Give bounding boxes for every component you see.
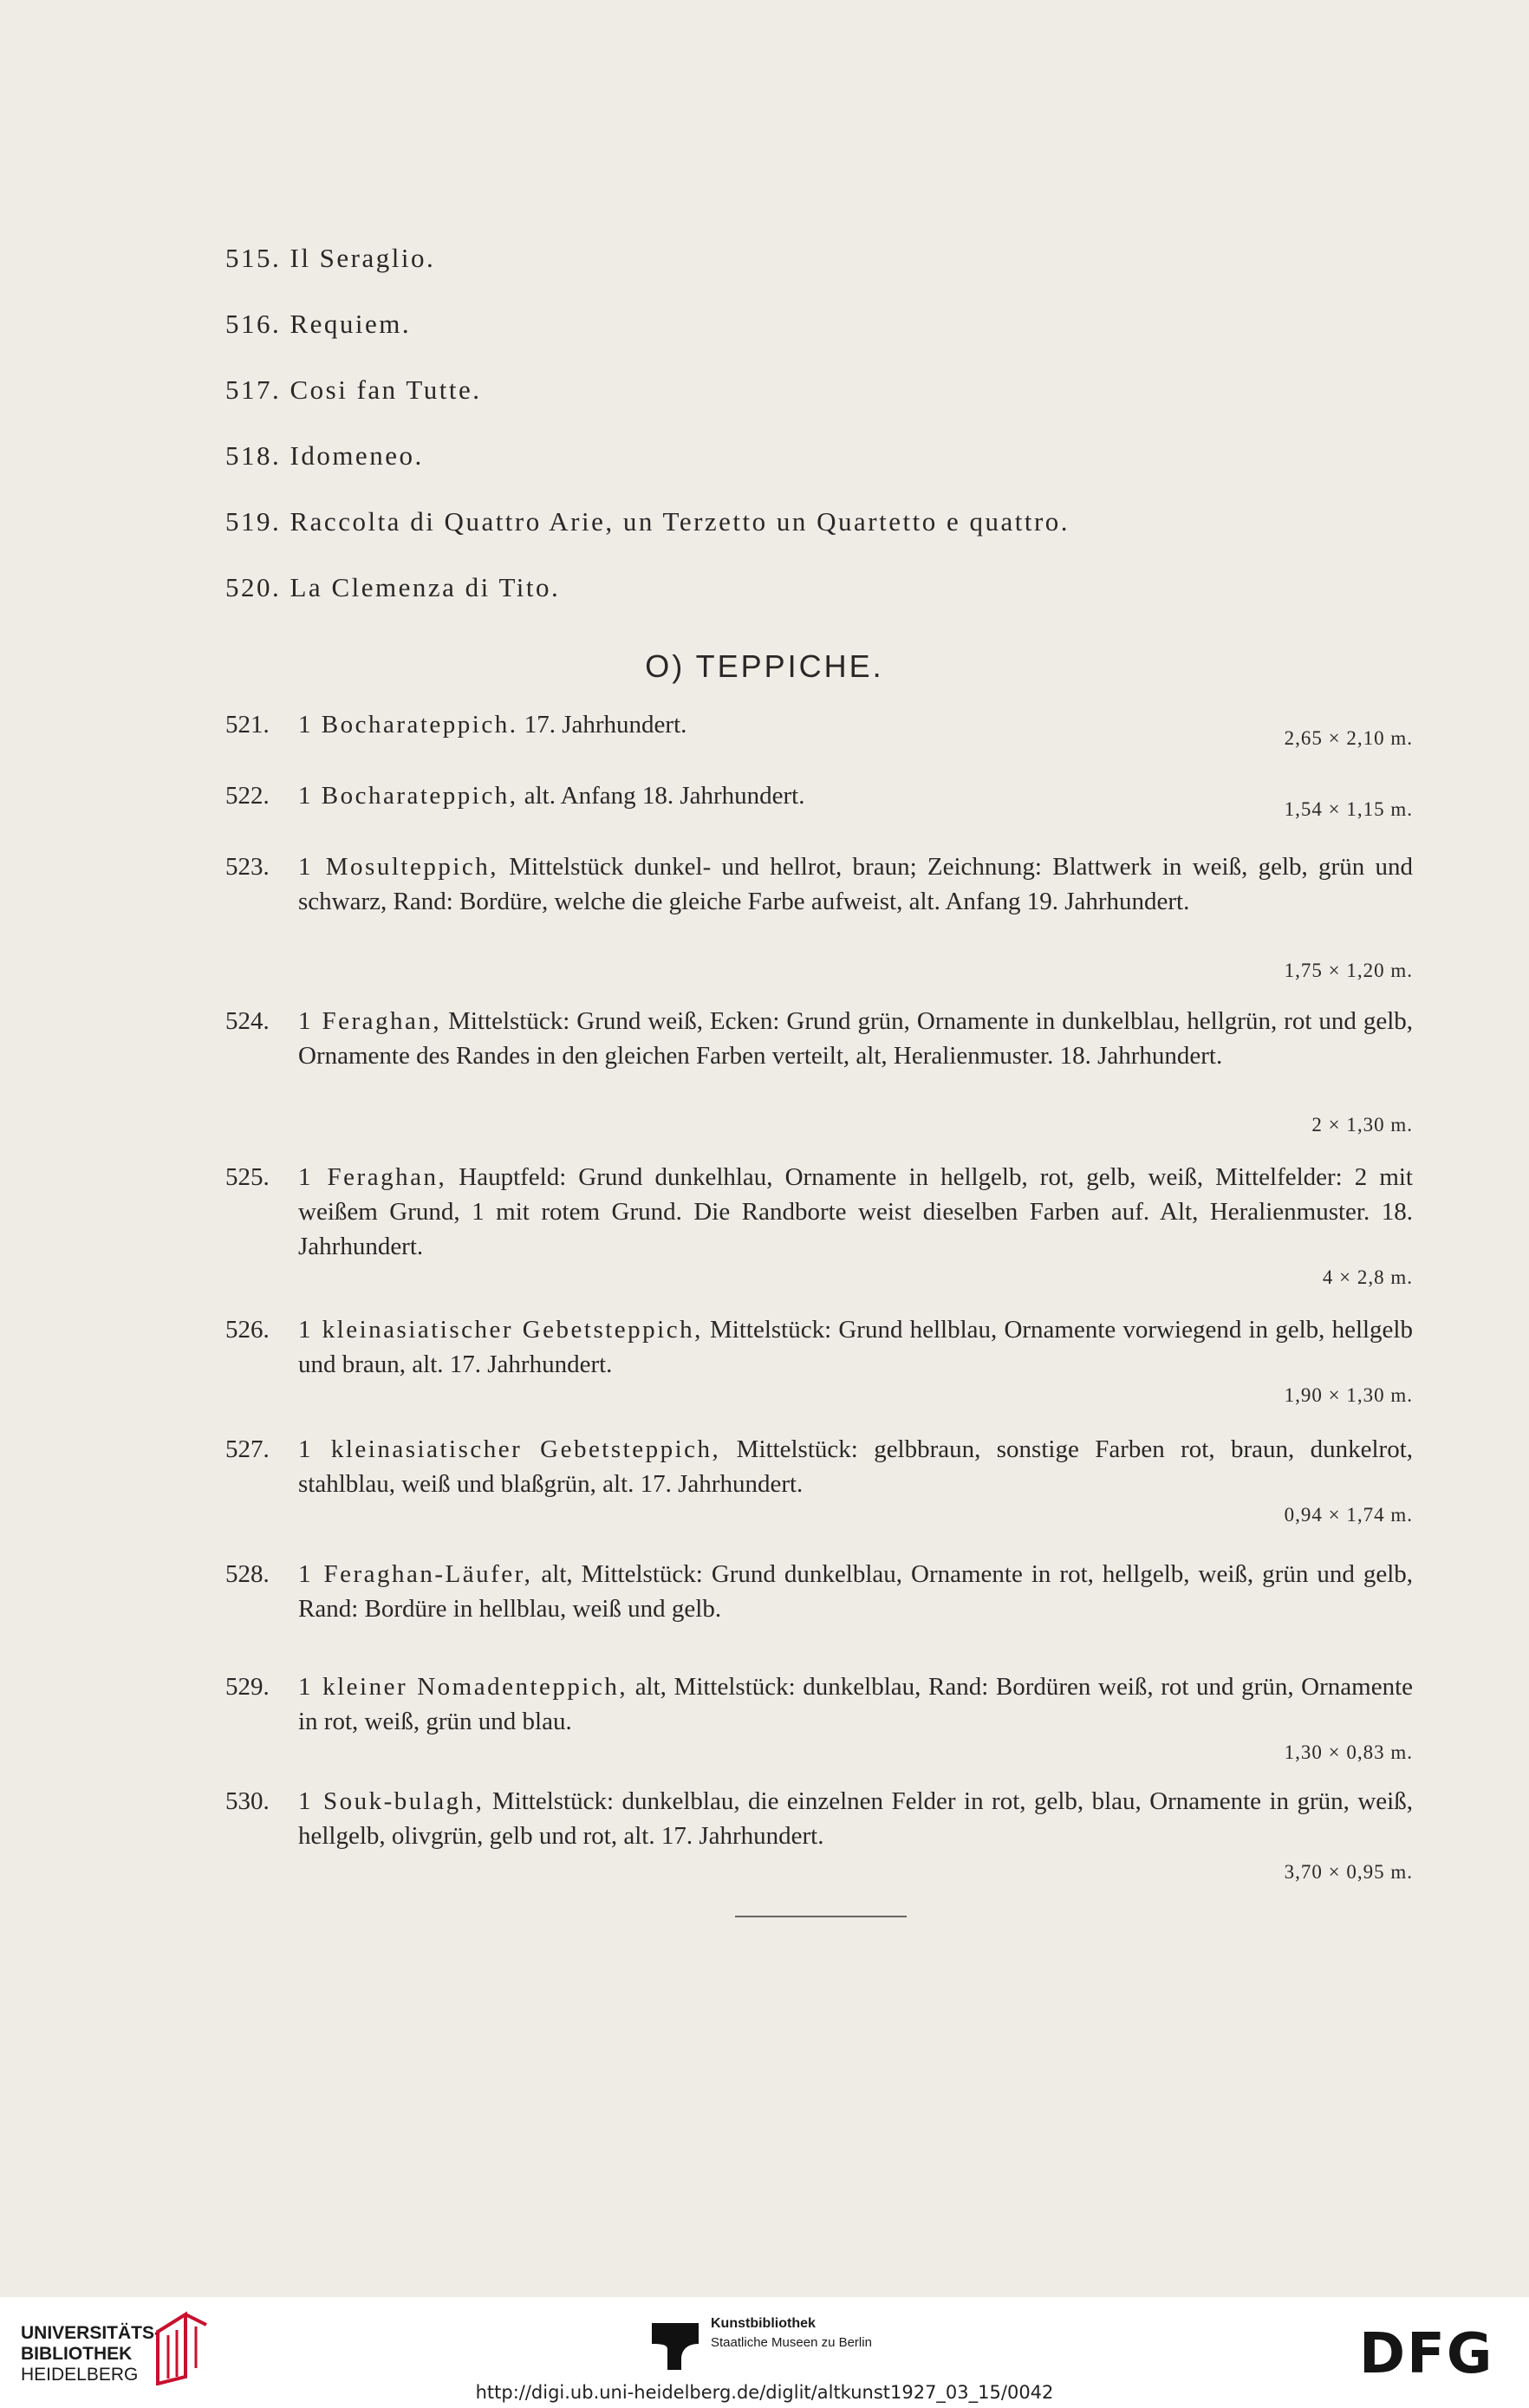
entry-text: alt. Anfang 18. Jahrhundert.: [524, 782, 805, 810]
entry-text: Hauptfeld: Grund dunkelhlau, Ornamente in hellgelb, rot, gelb, weiß, Mittelfelder: 2 mit weißem Grund, 1 mit rotem Grund. Die Randborte weist dieselben Farben auf. Alt, Heralienmuster. 18. Jahrhundert.: [298, 1163, 1413, 1260]
catalog-entry-523: [225, 849, 1413, 981]
entry-title: Requiem.: [290, 309, 412, 339]
entry-text: Mittelstück: dunkelblau, die einzelnen Felder in rot, gelb, blau, Ornamente in grün, weiß, hellgelb, olivgrün, gelb und rot, alt. 17. Jahrhundert.: [298, 1787, 1413, 1850]
entry-dimensions: 1,30 × 0,83 m.: [1284, 1741, 1413, 1763]
entry-lead: 1 kleinasiatischer Gebetsteppich,: [298, 1435, 721, 1463]
entry-lead: 1 Feraghan-Läufer,: [298, 1560, 533, 1588]
permalink-url[interactable]: http://digi.ub.uni-heidelberg.de/diglit/altkunst1927_03_15/0042: [475, 2382, 1054, 2403]
entry-dimensions: 3,70 × 0,95 m.: [1284, 1861, 1413, 1883]
entry-dimensions: 1,90 × 1,30 m.: [1284, 1384, 1413, 1406]
entry-number: 526.: [225, 1316, 270, 1344]
catalog-entry-526: [225, 1312, 1413, 1406]
entry-number: 520.: [225, 572, 282, 602]
entry-number: 518.: [225, 440, 282, 471]
entry-title: La Clemenza di Tito.: [290, 572, 561, 602]
catalog-entry-530: [225, 1784, 1413, 1883]
dfg-logo[interactable]: DFG: [1359, 2322, 1494, 2386]
kunstbibliothek-logo[interactable]: [711, 2314, 872, 2353]
end-divider: [735, 1916, 907, 1917]
kunstbibliothek-emblem-icon: [652, 2320, 699, 2370]
entry-text: 17. Jahrhundert.: [524, 711, 687, 739]
entry-title: Cosi fan Tutte.: [290, 374, 482, 405]
catalog-entry-520: [225, 572, 560, 603]
entry-text: Mittelstück: gelbbraun, sonstige Farben rot, braun, dunkelrot, stahlblau, weiß und blaßgrün, alt. 17. Jahrhundert.: [298, 1435, 1414, 1498]
entry-dimensions: 2 × 1,30 m.: [1311, 1114, 1413, 1136]
entry-title: Raccolta di Quattro Arie, un Terzetto un Quartetto e quattro.: [290, 506, 1070, 537]
catalog-entry-521: [225, 707, 1413, 749]
catalog-entry-527: [225, 1432, 1414, 1526]
entry-title: Il Seraglio.: [290, 243, 436, 273]
entry-text: Mittelstück dunkel- und hellrot, braun; Zeichnung: Blattwerk in weiß, gelb, grün und schwarz, Rand: Bordüre, welche die gleiche Farbe aufweist, alt. Anfang 19. Jahrhundert.: [298, 853, 1413, 915]
catalog-entry-525: [225, 1160, 1413, 1288]
entry-dimensions: 0,94 × 1,74 m.: [1284, 1504, 1413, 1526]
ub-heidelberg-logo[interactable]: [21, 2323, 160, 2385]
entry-dimensions: 1,75 × 1,20 m.: [1284, 960, 1413, 981]
entry-lead: 1 kleinasiatischer Gebetsteppich,: [298, 1316, 703, 1344]
entry-number: 528.: [225, 1560, 270, 1588]
entry-number: 525.: [225, 1163, 270, 1191]
entry-lead: 1 Mosulteppich,: [298, 853, 499, 881]
footer-bar: [0, 2297, 1529, 2408]
catalog-entry-524: [225, 1004, 1414, 1136]
entry-lead: 1 kleiner Nomadenteppich,: [298, 1673, 628, 1701]
catalog-entry-516: [225, 309, 411, 340]
entry-number: 516.: [225, 309, 282, 339]
entry-dimensions: 4 × 2,8 m.: [1322, 1266, 1413, 1288]
entry-number: 521.: [225, 711, 270, 739]
kb-line2: Staatliche Museen zu Berlin: [711, 2335, 872, 2350]
catalog-entry-528: [225, 1557, 1413, 1626]
entry-lead: 1 Souk-bulagh,: [298, 1787, 485, 1815]
entry-lead: 1 Bocharateppich,: [298, 782, 518, 810]
ub-logo-line2: BIBLIOTHEK: [21, 2344, 133, 2364]
entry-number: 517.: [225, 374, 282, 405]
entry-text: alt, Mittelstück: dunkelblau, Rand: Bordüren weiß, rot und grün, Ornamente in rot, weiß, grün und blau.: [298, 1673, 1413, 1735]
entry-text: Mittelstück: Grund weiß, Ecken: Grund grün, Ornamente in dunkelblau, hellgrün, rot und gelb, Ornamente des Randes in den gleichen Farben verteilt, alt, Heralienmuster. 18. Jahrhundert.: [298, 1007, 1414, 1070]
ub-logo-line3: HEIDELBERG: [21, 2365, 139, 2385]
entry-lead: 1 Bocharateppich.: [298, 711, 518, 739]
entry-number: 519.: [225, 506, 282, 537]
entry-number: 529.: [225, 1673, 270, 1701]
entry-lead: 1 Feraghan,: [298, 1007, 442, 1035]
section-heading: O) TEPPICHE.: [645, 648, 884, 684]
catalog-entry-519: [225, 506, 1070, 537]
entry-number: 515.: [225, 243, 282, 273]
entry-number: 522.: [225, 782, 270, 810]
entry-dimensions: 2,65 × 2,10 m.: [1284, 727, 1413, 749]
entry-text: Mittelstück: Grund hellblau, Ornamente vorwiegend in gelb, hellgelb und braun, alt. 17. Jahrhundert.: [298, 1316, 1413, 1378]
kb-line1: Kunstbibliothek: [711, 2316, 816, 2331]
entry-number: 523.: [225, 853, 270, 881]
catalog-entry-515: [225, 243, 435, 274]
catalog-entry-522: [225, 778, 1413, 820]
ub-emblem-icon: [151, 2307, 211, 2385]
entry-dimensions: 1,54 × 1,15 m.: [1284, 798, 1413, 820]
entry-number: 524.: [225, 1007, 270, 1035]
entry-number: 530.: [225, 1787, 270, 1815]
catalog-entry-518: [225, 440, 424, 472]
catalog-entry-517: [225, 374, 481, 406]
catalog-entry-529: [225, 1669, 1413, 1763]
ub-logo-line1: UNIVERSITÄTS-: [21, 2323, 161, 2343]
entry-text: alt, Mittelstück: Grund dunkelblau, Ornamente in rot, hellgelb, weiß, grün und gelb, Rand: Bordüre in hellblau, weiß und gelb.: [298, 1560, 1413, 1623]
entry-title: Idomeneo.: [290, 440, 424, 471]
entry-lead: 1 Feraghan,: [298, 1163, 447, 1191]
entry-number: 527.: [225, 1435, 270, 1463]
